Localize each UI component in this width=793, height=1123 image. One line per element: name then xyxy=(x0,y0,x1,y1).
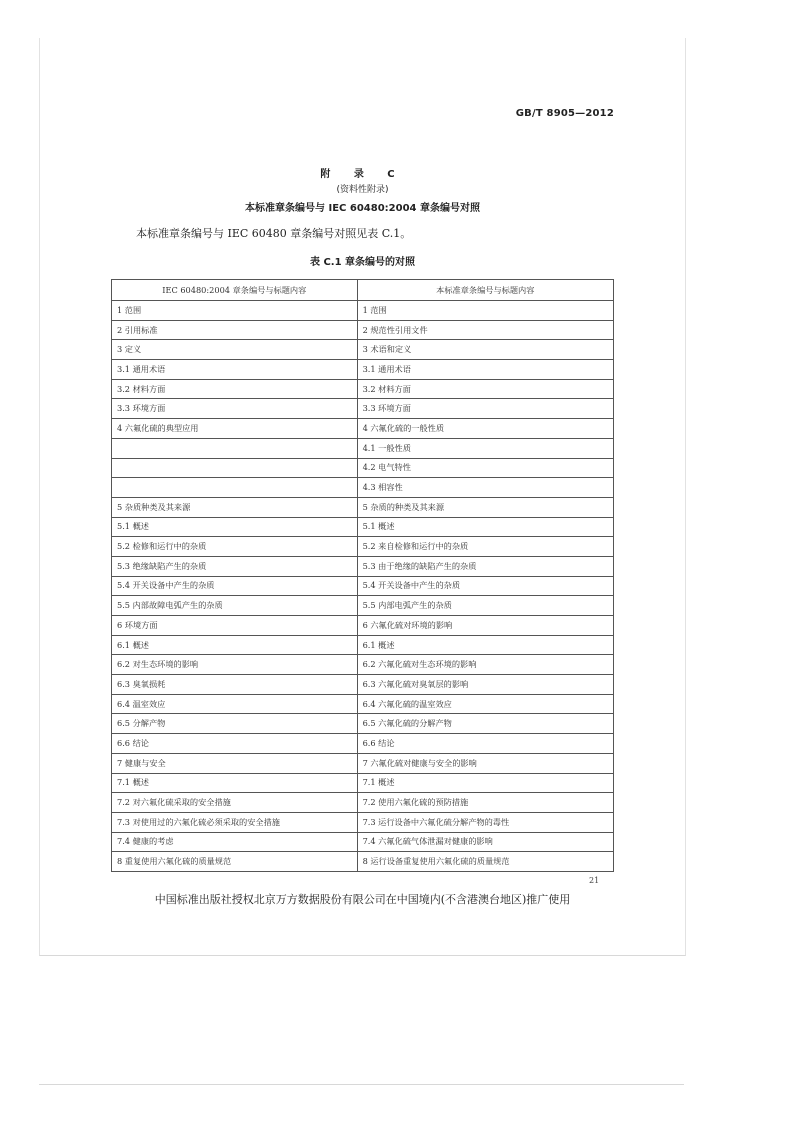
standard-clause-cell: 5.5 内部电弧产生的杂质 xyxy=(357,596,613,616)
iec-clause-cell xyxy=(112,458,358,478)
standard-clause-cell: 6.1 概述 xyxy=(357,635,613,655)
table-row xyxy=(112,635,614,655)
standard-clause-cell: 2 规范性引用文件 xyxy=(357,320,613,340)
page-number: 21 xyxy=(589,876,600,885)
annex-subject: 本标准章条编号与 IEC 60480:2004 章条编号对照 xyxy=(245,203,480,214)
table-row xyxy=(112,399,614,419)
iec-clause-cell: 1 范围 xyxy=(112,301,358,321)
table-row xyxy=(112,438,614,458)
table-row xyxy=(112,616,614,636)
table-body xyxy=(112,301,614,872)
table-row xyxy=(112,320,614,340)
standard-clause-cell: 5.4 开关设备中产生的杂质 xyxy=(357,576,613,596)
header-standard-column: 本标准章条编号与标题内容 xyxy=(357,280,613,301)
table-row xyxy=(112,497,614,517)
standard-code: GB/T 8905—2012 xyxy=(515,108,614,119)
bottom-divider xyxy=(39,1084,684,1085)
standard-clause-cell: 6.5 六氟化硫的分解产物 xyxy=(357,714,613,734)
header-iec-column: IEC 60480:2004 章条编号与标题内容 xyxy=(112,280,358,301)
table-row xyxy=(112,793,614,813)
standard-clause-cell: 6.4 六氟化硫的温室效应 xyxy=(357,694,613,714)
standard-clause-cell: 5.2 来自检修和运行中的杂质 xyxy=(357,537,613,557)
iec-clause-cell xyxy=(112,478,358,498)
table-row xyxy=(112,832,614,852)
standard-clause-cell: 3 术语和定义 xyxy=(357,340,613,360)
table-row xyxy=(112,517,614,537)
iec-clause-cell: 7 健康与安全 xyxy=(112,753,358,773)
iec-clause-cell: 6.1 概述 xyxy=(112,635,358,655)
table-row xyxy=(112,753,614,773)
iec-clause-cell: 5.5 内部故障电弧产生的杂质 xyxy=(112,596,358,616)
iec-clause-cell xyxy=(112,438,358,458)
iec-clause-cell: 3 定义 xyxy=(112,340,358,360)
iec-clause-cell: 3.3 环境方面 xyxy=(112,399,358,419)
iec-clause-cell: 6.6 结论 xyxy=(112,734,358,754)
standard-clause-cell: 1 范围 xyxy=(357,301,613,321)
iec-clause-cell: 2 引用标准 xyxy=(112,320,358,340)
table-row xyxy=(112,458,614,478)
clause-mapping-table xyxy=(111,279,614,872)
iec-clause-cell: 3.1 通用术语 xyxy=(112,360,358,380)
iec-clause-cell: 6.4 温室效应 xyxy=(112,694,358,714)
standard-clause-cell: 5.1 概述 xyxy=(357,517,613,537)
annex-title: 附 录 C xyxy=(320,169,405,180)
iec-clause-cell: 7.4 健康的考虑 xyxy=(112,832,358,852)
iec-clause-cell: 7.3 对使用过的六氟化硫必须采取的安全措施 xyxy=(112,812,358,832)
table-row xyxy=(112,419,614,439)
standard-clause-cell: 6 六氟化硫对环境的影响 xyxy=(357,616,613,636)
standard-clause-cell: 3.2 材料方面 xyxy=(357,379,613,399)
table-row xyxy=(112,537,614,557)
iec-clause-cell: 6 环境方面 xyxy=(112,616,358,636)
standard-clause-cell: 4.1 一般性质 xyxy=(357,438,613,458)
table-row xyxy=(112,478,614,498)
table-row xyxy=(112,675,614,695)
iec-clause-cell: 7.1 概述 xyxy=(112,773,358,793)
iec-clause-cell: 3.2 材料方面 xyxy=(112,379,358,399)
table-row xyxy=(112,379,614,399)
standard-clause-cell: 5 杂质的种类及其来源 xyxy=(357,497,613,517)
table-row xyxy=(112,556,614,576)
iec-clause-cell: 6.5 分解产物 xyxy=(112,714,358,734)
footer-license-note: 中国标准出版社授权北京万方数据股份有限公司在中国境内(不含港澳台地区)推广使用 xyxy=(154,893,571,906)
table-row xyxy=(112,812,614,832)
table-row xyxy=(112,773,614,793)
iec-clause-cell: 5.4 开关设备中产生的杂质 xyxy=(112,576,358,596)
table-row xyxy=(112,655,614,675)
standard-clause-cell: 5.3 由于绝缘的缺陷产生的杂质 xyxy=(357,556,613,576)
table-row xyxy=(112,360,614,380)
table-header-row xyxy=(112,280,614,301)
iec-clause-cell: 5.3 绝缘缺陷产生的杂质 xyxy=(112,556,358,576)
table-row xyxy=(112,734,614,754)
standard-clause-cell: 4.3 相容性 xyxy=(357,478,613,498)
standard-clause-cell: 6.6 结论 xyxy=(357,734,613,754)
standard-clause-cell: 7.4 六氟化硫气体泄漏对健康的影响 xyxy=(357,832,613,852)
table-row xyxy=(112,694,614,714)
table-row xyxy=(112,852,614,872)
table-caption: 表 C.1 章条编号的对照 xyxy=(309,257,416,268)
iec-clause-cell: 4 六氟化硫的典型应用 xyxy=(112,419,358,439)
standard-clause-cell: 8 运行设备重复使用六氟化硫的质量规范 xyxy=(357,852,613,872)
standard-clause-cell: 7.3 运行设备中六氟化硫分解产物的毒性 xyxy=(357,812,613,832)
table-row xyxy=(112,340,614,360)
table-row xyxy=(112,301,614,321)
iec-clause-cell: 7.2 对六氟化硫采取的安全措施 xyxy=(112,793,358,813)
iec-clause-cell: 6.3 臭氧损耗 xyxy=(112,675,358,695)
standard-clause-cell: 3.3 环境方面 xyxy=(357,399,613,419)
standard-clause-cell: 6.3 六氟化硫对臭氧层的影响 xyxy=(357,675,613,695)
intro-paragraph: 本标准章条编号与 IEC 60480 章条编号对照见表 C.1。 xyxy=(136,227,412,240)
iec-clause-cell: 5 杂质种类及其来源 xyxy=(112,497,358,517)
standard-clause-cell: 3.1 通用术语 xyxy=(357,360,613,380)
iec-clause-cell: 5.1 概述 xyxy=(112,517,358,537)
table-row xyxy=(112,714,614,734)
standard-clause-cell: 6.2 六氟化硫对生态环境的影响 xyxy=(357,655,613,675)
standard-clause-cell: 7 六氟化硫对健康与安全的影响 xyxy=(357,753,613,773)
annex-type: (资料性附录) xyxy=(336,185,389,195)
iec-clause-cell: 5.2 检修和运行中的杂质 xyxy=(112,537,358,557)
iec-clause-cell: 6.2 对生态环境的影响 xyxy=(112,655,358,675)
standard-clause-cell: 4.2 电气特性 xyxy=(357,458,613,478)
table-row xyxy=(112,596,614,616)
standard-clause-cell: 7.1 概述 xyxy=(357,773,613,793)
iec-clause-cell: 8 重复使用六氟化硫的质量规范 xyxy=(112,852,358,872)
standard-clause-cell: 7.2 使用六氟化硫的预防措施 xyxy=(357,793,613,813)
standard-clause-cell: 4 六氟化硫的一般性质 xyxy=(357,419,613,439)
table-row xyxy=(112,576,614,596)
